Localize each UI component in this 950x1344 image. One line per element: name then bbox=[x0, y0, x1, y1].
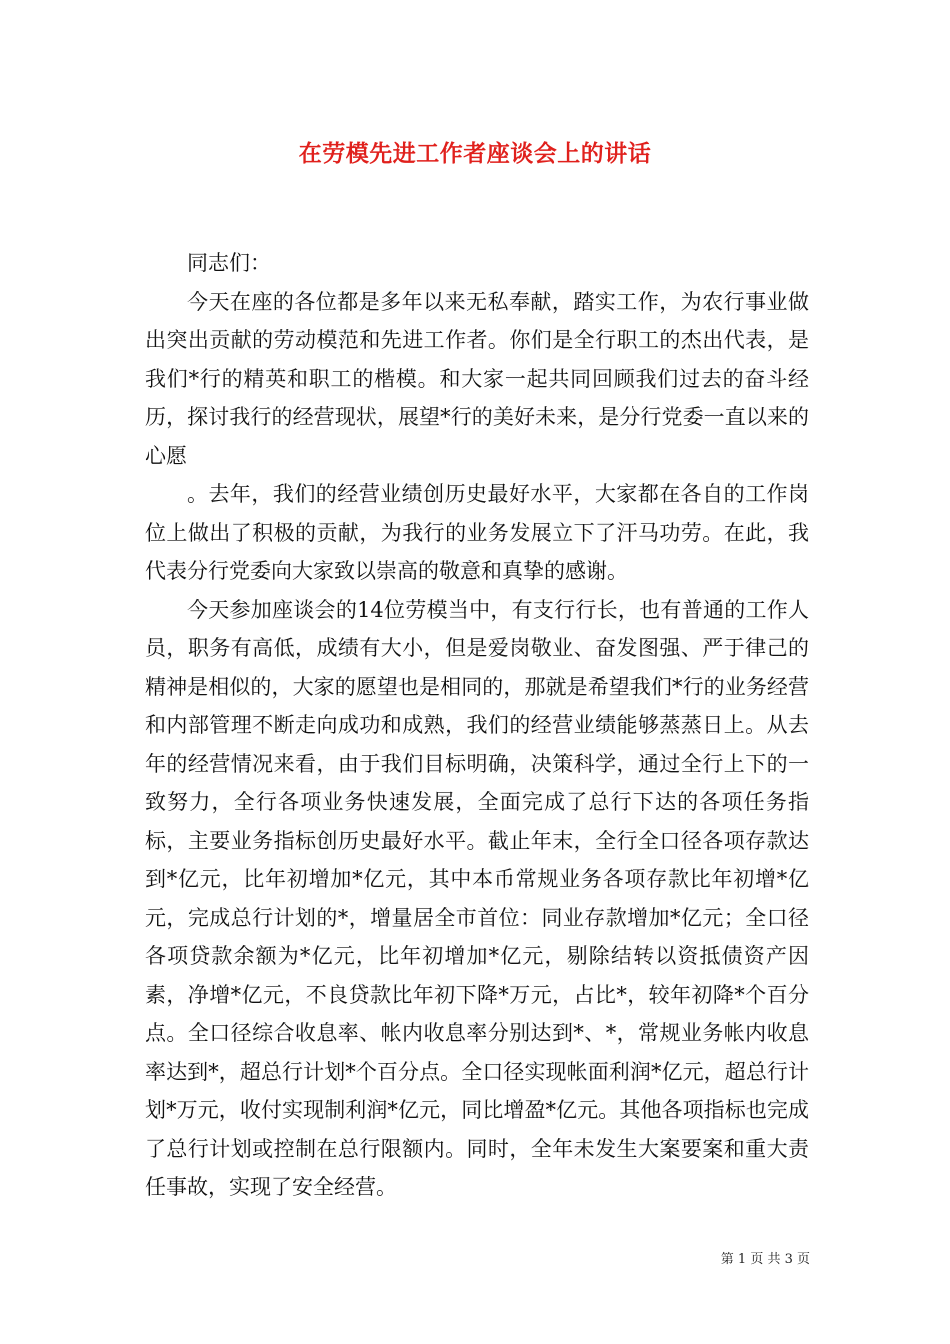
salutation: 同志们： bbox=[187, 251, 271, 275]
paragraph-3: 今天参加座谈会的14位劳模当中，有支行行长，也有普通的工作人员，职务有高低，成绩有大小，但是爱岗敬业、奋发图强、严于律己的精神是相似的，大家的愿望也是相同的，那就是希望我们*行的业务经营和内部管理不断走向成功和成熟，我们的经营业绩能够蒸蒸日上。从去年的经营情况来看，由于我们目标明确，决策科学，通过全行上下的一致努力，全行各项业务快速发展，全面完成了总行下达的各项任务指标，主要业务指标创历史最好水平。截止年末，全行全口径各项存款达到*亿元，比年初增加*亿元，其中本币常规业务各项存款比年初增*亿元，完成总行计划的*，增量居全市首位：同业存款增加*亿元；全口径各项贷款余额为*亿元，比年初增加*亿元，剔除结转以资抵债资产因素，净增*亿元，不良贷款比年初下降*万元，占比*，较年初降*个百分点。全口径综合收息率、帐内收息率分别达到*、*，常规业务帐内收息率达到*，超总行计划*个百分点。全口径实现帐面利润*亿元，超总行计划*万元，收付实现制利润*亿元，同比增盈*亿元。其他各项指标也完成了总行计划或控制在总行限额内。同时，全年未发生大案要案和重大责任事故，实现了安全经营。 bbox=[145, 597, 809, 1199]
document-body bbox=[145, 244, 809, 1207]
paragraph-2: 。去年，我们的经营业绩创历史最好水平，大家都在各自的工作岗位上做出了积极的贡献，为我行的业务发展立下了汗马功劳。在此，我代表分行党委向大家致以崇高的敬意和真挚的感谢。 bbox=[145, 482, 809, 583]
paragraph-1: 今天在座的各位都是多年以来无私奉献，踏实工作，为农行事业做出突出贡献的劳动模范和先进工作者。你们是全行职工的杰出代表，是我们*行的精英和职工的楷模。和大家一起共同回顾我们过去的奋斗经历，探讨我行的经营现状，展望*行的美好未来，是分行党委一直以来的心愿 bbox=[145, 289, 809, 468]
document-title: 在劳模先进工作者座谈会上的讲话 bbox=[298, 140, 652, 167]
page-number: 第 1 页 共 3 页 bbox=[720, 1252, 810, 1267]
